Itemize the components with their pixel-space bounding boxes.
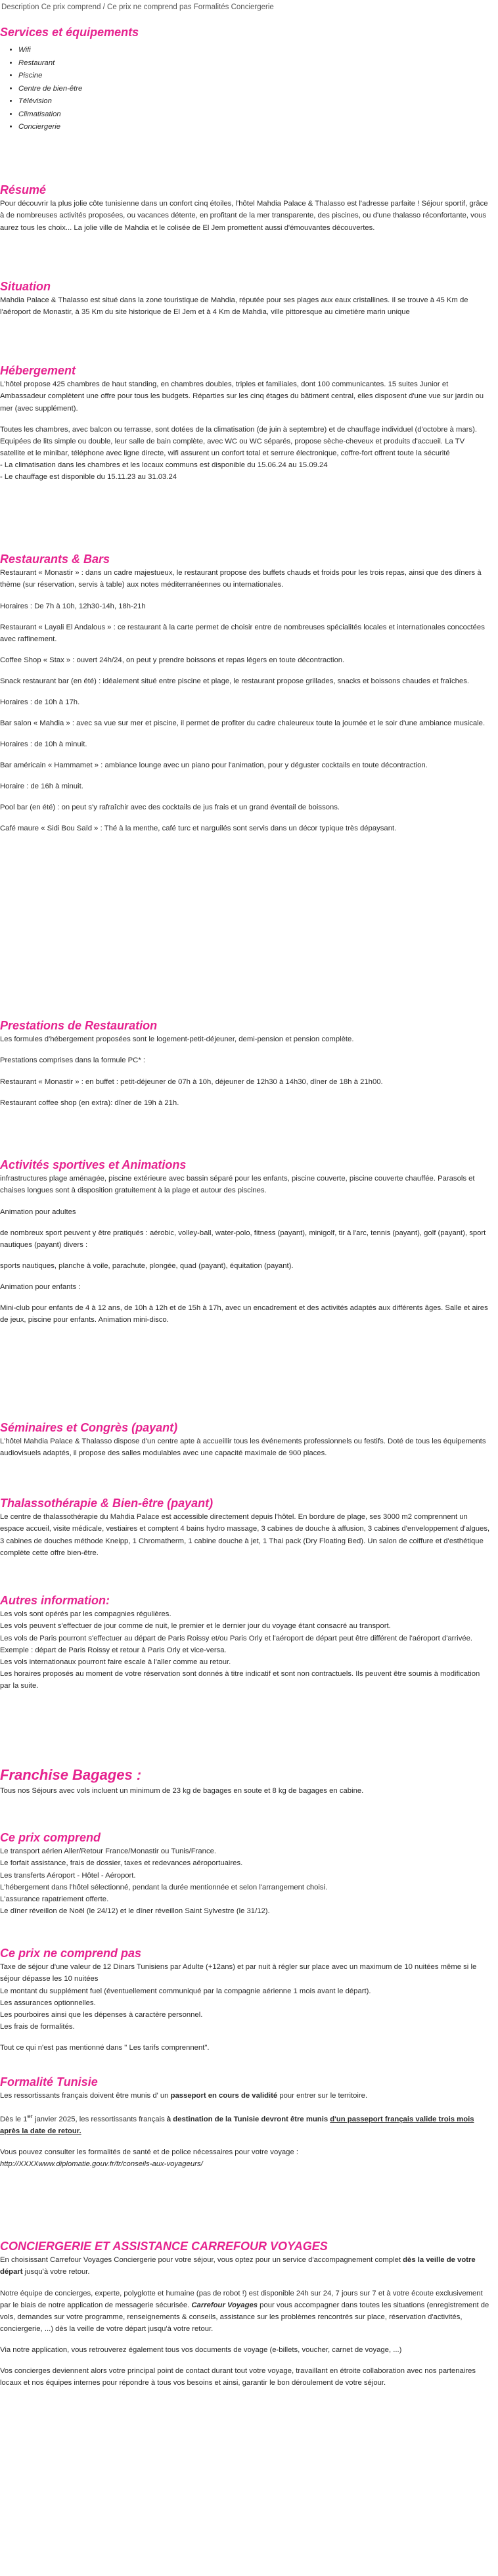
formalite-p1	[0, 2090, 491, 2102]
thalasso-section	[0, 1496, 491, 1559]
comprend-section	[0, 1830, 491, 1917]
prestations-p4: Restaurant coffee shop (en extra): dîner de 19h à 21h.	[0, 1098, 179, 1107]
conciergerie-p2	[0, 2288, 491, 2335]
conciergerie-section	[0, 2239, 491, 2389]
prestations-p1: Les formules d'hébergement proposées sont le logement-petit-déjeuner, demi-pension et pension complète.	[0, 1035, 354, 1044]
conciergerie-brand: Carrefour Voyages	[191, 2301, 258, 2309]
formalite-p2-underline: d'un passeport français valide trois mois après la date de retour.	[0, 2115, 474, 2136]
formalite-p2	[0, 2111, 491, 2137]
restaurants-section	[0, 552, 491, 834]
conciergerie-p2-text: Notre équipe de concierges, experte, polyglotte et humaine (pas de robot !) est disponible 24h sur 24, 7 jours sur 7 et à votre écoute exclusivement par le biais de notre application de messagerie sécurisée.	[0, 2289, 483, 2309]
formalite-p1-end: pour entrer sur le territoire.	[277, 2092, 368, 2100]
autres-line: Les vols de Paris pourront s'effectuer au départ de Paris Roissy et/ou Paris Orly et l'aéroport de départ peut être différent de l'aéroport d'arrivée.	[0, 1634, 473, 1642]
activites-title: Activités sportives et Animations	[0, 1158, 187, 1171]
restaurants-title: Restaurants & Bars	[0, 553, 110, 566]
conciergerie-p2-end: pour vous accompagner dans toutes les situations (enregistrement de vols, demandes sur votre programme, renseignements & conseils, assistance sur les problèmes rencontrés sur place, réservation d'activités, conciergerie, ...) dès la veille de votre départ jusqu'à votre retour.	[0, 2301, 489, 2333]
service-item-piscine: • Piscine	[18, 70, 491, 82]
conciergerie-title: CONCIERGERIE ET ASSISTANCE CARREFOUR VOYAGES	[0, 2240, 328, 2253]
hebergement-p1: L'hôtel propose 425 chambres de haut standing, en chambres doubles, triples et familiales, dont 100 communicantes. 15 suites Junior et Ambassadeur complètent une offre pour tous les budgets. Réparties sur les cinq étages du bâtiment central, elles disposent d'une vue sur jardin ou mer (avec supplément).	[0, 380, 484, 413]
formalite-p2-mid: janvier 2025, les ressortissants français	[32, 2115, 167, 2124]
activites-p6: Mini-club pour enfants de 4 à 12 ans, de 10h à 12h et de 15h à 17h, avec un encadrement et des activités adaptés aux différents âges. Salle et aires de jeux, piscine pour enfants. Animation mini-disco.	[0, 1303, 488, 1324]
service-item-television: • Télévision	[18, 95, 491, 108]
hebergement-p4: - Le chauffage est disponible du 15.11.23 au 31.03.24	[0, 472, 177, 481]
seminaires-title: Séminaires et Congrès (payant)	[0, 1421, 178, 1434]
autres-line: Les vols sont opérés par les compagnies régulières.	[0, 1610, 171, 1619]
formalite-p2-sup: er	[27, 2112, 33, 2120]
comprend-line: Le dîner réveillon de Noël (le 24/12) et le dîner réveillon Saint Sylvestre (le 31/12).	[0, 1907, 270, 1915]
ne-comprend-line: Les assurances optionnelles.	[0, 1999, 96, 2007]
thalasso-text: Le centre de thalassothérapie du Mahdia Palace est accessible directement depuis l'hôtel. En bordure de plage, ses 3000 m2 comprennent un espace accueil, visite médicale, vestiaires et comptent 4 bains hydro massage, 3 cabines de douche à affusion, 3 cabines d'enveloppement d'algues, 3 cabines de douches méthode Kneipp, 1 Chromatherm, 1 cabine douche à jet, 1 Thai pack (Dry Floating Bed). Un salon de coiffure et d'esthétique complète cette offre bien-être.	[0, 1513, 490, 1557]
service-item-conciergerie: • Conciergerie	[18, 121, 491, 133]
activites-p4: sports nautiques, planche à voile, parachute, plongée, quad (payant), équitation (payant).	[0, 1261, 294, 1270]
activites-p2: Animation pour adultes	[0, 1208, 76, 1216]
restaurants-p2: Horaires : De 7h à 10h, 12h30-14h, 18h-21h	[0, 602, 146, 610]
services-list	[0, 44, 491, 133]
hebergement-section	[0, 363, 491, 483]
hebergement-title: Hébergement	[0, 364, 76, 377]
prestations-section	[0, 1018, 491, 1109]
ne-comprend-section	[0, 1946, 491, 2054]
restaurants-p3: Restaurant « Layali El Andalous » : ce restaurant à la carte permet de choisir entre de nombreuses spécialités locales et internationales concoctées avec raffinement.	[0, 623, 485, 643]
comprend-line: Le transport aérien Aller/Retour France/Monastir ou Tunis/France.	[0, 1847, 217, 1856]
ne-comprend-line: Les frais de formalités.	[0, 2022, 75, 2031]
page-topline: Description Ce prix comprend / Ce prix ne comprend pas Formalités Conciergerie	[1, 3, 274, 11]
conciergerie-p1-end: jusqu'à votre retour.	[22, 2268, 90, 2276]
comprend-line: Le forfait assistance, frais de dossier, taxes et redevances aéroportuaires.	[0, 1859, 243, 1868]
restaurants-p7: Bar salon « Mahdia » : avec sa vue sur mer et piscine, il permet de profiter du cadre chaleureux toute la journée et le soir d'une ambiance musicale.	[0, 719, 486, 727]
service-item-climatisation: • Climatisation	[18, 108, 491, 121]
ne-comprend-line: Le montant du supplément fuel (éventuellement communiqué par la compagnie aérienne 1 mois avant le départ).	[0, 1987, 371, 1995]
bagages-text: Tous nos Séjours avec vols incluent un minimum de 23 kg de bagages en soute et 8 kg de bagages en cabine.	[0, 1786, 364, 1795]
formalite-title: Formalité Tunisie	[0, 2075, 98, 2089]
activites-p3: de nombreux sport peuvent y être pratiqués : aérobic, volley-ball, water-polo, fitness (payant), minigolf, tir à l'arc, tennis (payant), golf (payant), sport nautiques (payant) divers :	[0, 1229, 486, 1249]
seminaires-section	[0, 1420, 491, 1460]
situation-text: Mahdia Palace & Thalasso est situé dans la zone touristique de Mahdia, réputée pour ses plages aux eaux cristallines. Il se trouve à 45 Km de l'aéroport de Monastir, à 35 Km du site historique de El Jem et à 4 Km de Mahdia, ville pittoresque au cimetière marin unique	[0, 296, 468, 317]
prestations-p3: Restaurant « Monastir » : en buffet : petit-déjeuner de 07h à 10h, déjeuner de 12h30 à 14h30, dîner de 18h à 21h00.	[0, 1077, 383, 1086]
conciergerie-p1-bold: dès la veille de votre départ	[0, 2256, 476, 2276]
restaurants-p4: Coffee Shop « Stax » : ouvert 24h/24, on peut y prendre boissons et repas légers en toute décontraction.	[0, 656, 345, 664]
comprend-line: Les transferts Aéroport - Hôtel - Aéroport.	[0, 1871, 136, 1880]
restaurants-p1: Restaurant « Monastir » : dans un cadre majestueux, le restaurant propose des buffets chauds et froids pour les trois repas, ainsi que des dîners à thème (sur réservation, servis à table) aux notes méditerranéennes ou internationales.	[0, 569, 482, 589]
service-item-wifi: • Wifi	[18, 44, 491, 56]
ne-comprend-title: Ce prix ne comprend pas	[0, 1947, 142, 1960]
conciergerie-p3: Via notre application, vous retrouverez également tous vos documents de voyage (e-billets, voucher, carnet de voyage, ...)	[0, 2345, 402, 2354]
restaurants-p10: Horaire : de 16h à minuit.	[0, 782, 83, 791]
resume-text: Pour découvrir la plus jolie côte tunisienne dans un confort cinq étoiles, l'hôtel Mahdia Palace & Thalasso est l'adresse parfaite ! Séjour sportif, grâce à de nombreuses activités proposées, ou vacances détente, en profitant de la mer transparente, des piscines, ou d'une thalasso réconfortante, vous aurez tous les choix... La jolie ville de Mahdia et le colisée de El Jem promettent aussi d'émouvantes découvertes.	[0, 200, 488, 232]
resume-title: Résumé	[0, 183, 47, 196]
ne-comprend-line: Taxe de séjour d'une valeur de 12 Dinars Tunisiens par Adulte (+12ans) et par nuit à régler sur place avec un maximum de 10 nuitées même si le séjour dépasse les 10 nuitées	[0, 1963, 477, 1983]
autres-line: Les vols internationaux pourront faire escale à l'aller comme au retour.	[0, 1658, 231, 1666]
ne-comprend-line: Les pourboires ainsi que les dépenses à caractère personnel.	[0, 2010, 203, 2019]
activites-p5: Animation pour enfants :	[0, 1282, 81, 1291]
restaurants-p8: Horaires : de 10h à minuit.	[0, 740, 87, 748]
conciergerie-p4: Vos concierges deviennent alors votre principal point de contact durant tout votre voyage, travaillant en étroite collaboration avec nos partenaires locaux et nos équipes internes pour répondre à tous vos besoins et ainsi, garantir le bon déroulement de votre séjour.	[0, 2366, 476, 2387]
comprend-title: Ce prix comprend	[0, 1831, 101, 1844]
restaurants-p11: Pool bar (en été) : on peut s'y rafraîchir avec des cocktails de jus frais et un grand éventail de boissons.	[0, 803, 340, 812]
prestations-title: Prestations de Restauration	[0, 1019, 158, 1032]
bagages-section	[0, 1766, 491, 1797]
hebergement-p2: Toutes les chambres, avec balcon ou terrasse, sont dotées de la climatisation (de juin à septembre) et de chauffage individuel (d'octobre à mars). Equipées de lits simple ou double, leur salle de bain complète, avec WC ou WC séparés, propose sèche-cheveux et produits d'accueil. La TV satellite et le minibar, téléphone avec ligne directe, wifi assurent un confort total et serrure électronique, coffre-fort offrent toute la sécurité	[0, 425, 477, 457]
autres-title: Autres information:	[0, 1594, 110, 1607]
conciergerie-p1	[0, 2254, 491, 2278]
autres-line: Les horaires proposés au moment de votre réservation sont donnés à titre indicatif et sont non contractuels. Ils peuvent être soumis à modification par la suite.	[0, 1669, 480, 1690]
prestations-p2: Prestations comprises dans la formule PC* :	[0, 1056, 146, 1065]
activites-p1: infrastructures plage aménagée, piscine extérieure avec bassin séparé pour les enfants, piscine couverte, piscine couverte chauffée. Parasols et chaises longues sont à disposition gratuitement à la plage et autour des piscines.	[0, 1175, 475, 1195]
formalite-p1-text: Les ressortissants français doivent être munis d' un	[0, 2092, 171, 2100]
formalite-section	[0, 2075, 491, 2170]
services-section	[0, 25, 491, 133]
autres-line: Exemple : départ de Paris Roissy et retour à Paris Orly et vice-versa.	[0, 1646, 227, 1654]
service-item-restaurant: • Restaurant	[18, 57, 491, 70]
restaurants-p12: Café maure « Sidi Bou Saïd » : Thé à la menthe, café turc et narguilés sont servis dans un décor typique très dépaysant.	[0, 825, 397, 833]
thalasso-title: Thalassothérapie & Bien-être (payant)	[0, 1497, 214, 1510]
comprend-line: L'assurance rapatriement offerte.	[0, 1895, 109, 1903]
formalite-passport-highlight: passeport en cours de validité	[170, 2092, 278, 2100]
conciergerie-p1-text: En choisissant Carrefour Voyages Conciergerie pour votre séjour, vous optez pour un service d'accompagnement complet	[0, 2256, 403, 2265]
services-title: Services et équipements	[0, 26, 139, 39]
autres-line: Les vols peuvent s'effectuer de jour comme de nuit, le premier et le dernier jour du voyage étant consacré au transport.	[0, 1622, 391, 1631]
formalite-p2-text: Dès le 1	[0, 2115, 28, 2124]
formalite-p3: Vous pouvez consulter les formalités de santé et de police nécessaires pour votre voyage :	[0, 2148, 299, 2157]
ne-comprend-note: Tout ce qui n'est pas mentionné dans " Les tarifs comprennent".	[0, 2043, 210, 2052]
bagages-title: Franchise Bagages :	[0, 1767, 142, 1783]
formalite-link[interactable]: http://XXXXwww.diplomatie.gouv.fr/fr/conseils-aux-voyageurs/	[0, 2160, 203, 2169]
resume-section	[0, 183, 491, 234]
hebergement-p3: - La climatisation dans les chambres et les locaux communs est disponible du 15.06.24 au 15.09.24	[0, 461, 328, 469]
autres-section	[0, 1593, 491, 1692]
activites-section	[0, 1158, 491, 1326]
situation-title: Situation	[0, 280, 51, 293]
formalite-p2-bold: à destination de la Tunisie devront être munis	[166, 2115, 330, 2124]
comprend-line: L'hébergement dans l'hôtel sélectionné, pendant la durée mentionnée et selon l'arrangement choisi.	[0, 1883, 328, 1891]
seminaires-text: L'hôtel Mahdia Palace & Thalasso dispose d'un centre apte à accueillir tous les événements professionnels ou festifs. Doté de tous les équipements audiovisuels adaptés, il propose des salles modulables avec une capacité maximale de 900 places.	[0, 1437, 486, 1458]
restaurants-p5: Snack restaurant bar (en été) : idéalement situé entre piscine et plage, le restaurant propose grillades, snacks et boissons chaudes et fraîches.	[0, 677, 469, 685]
situation-section	[0, 279, 491, 319]
restaurants-p6: Horaires : de 10h à 17h.	[0, 698, 80, 706]
service-item-bien-etre: • Centre de bien-être	[18, 83, 491, 95]
restaurants-p9: Bar américain « Hammamet » : ambiance lounge avec un piano pour l'animation, pour y déguster cocktails en toute décontraction.	[0, 761, 428, 770]
